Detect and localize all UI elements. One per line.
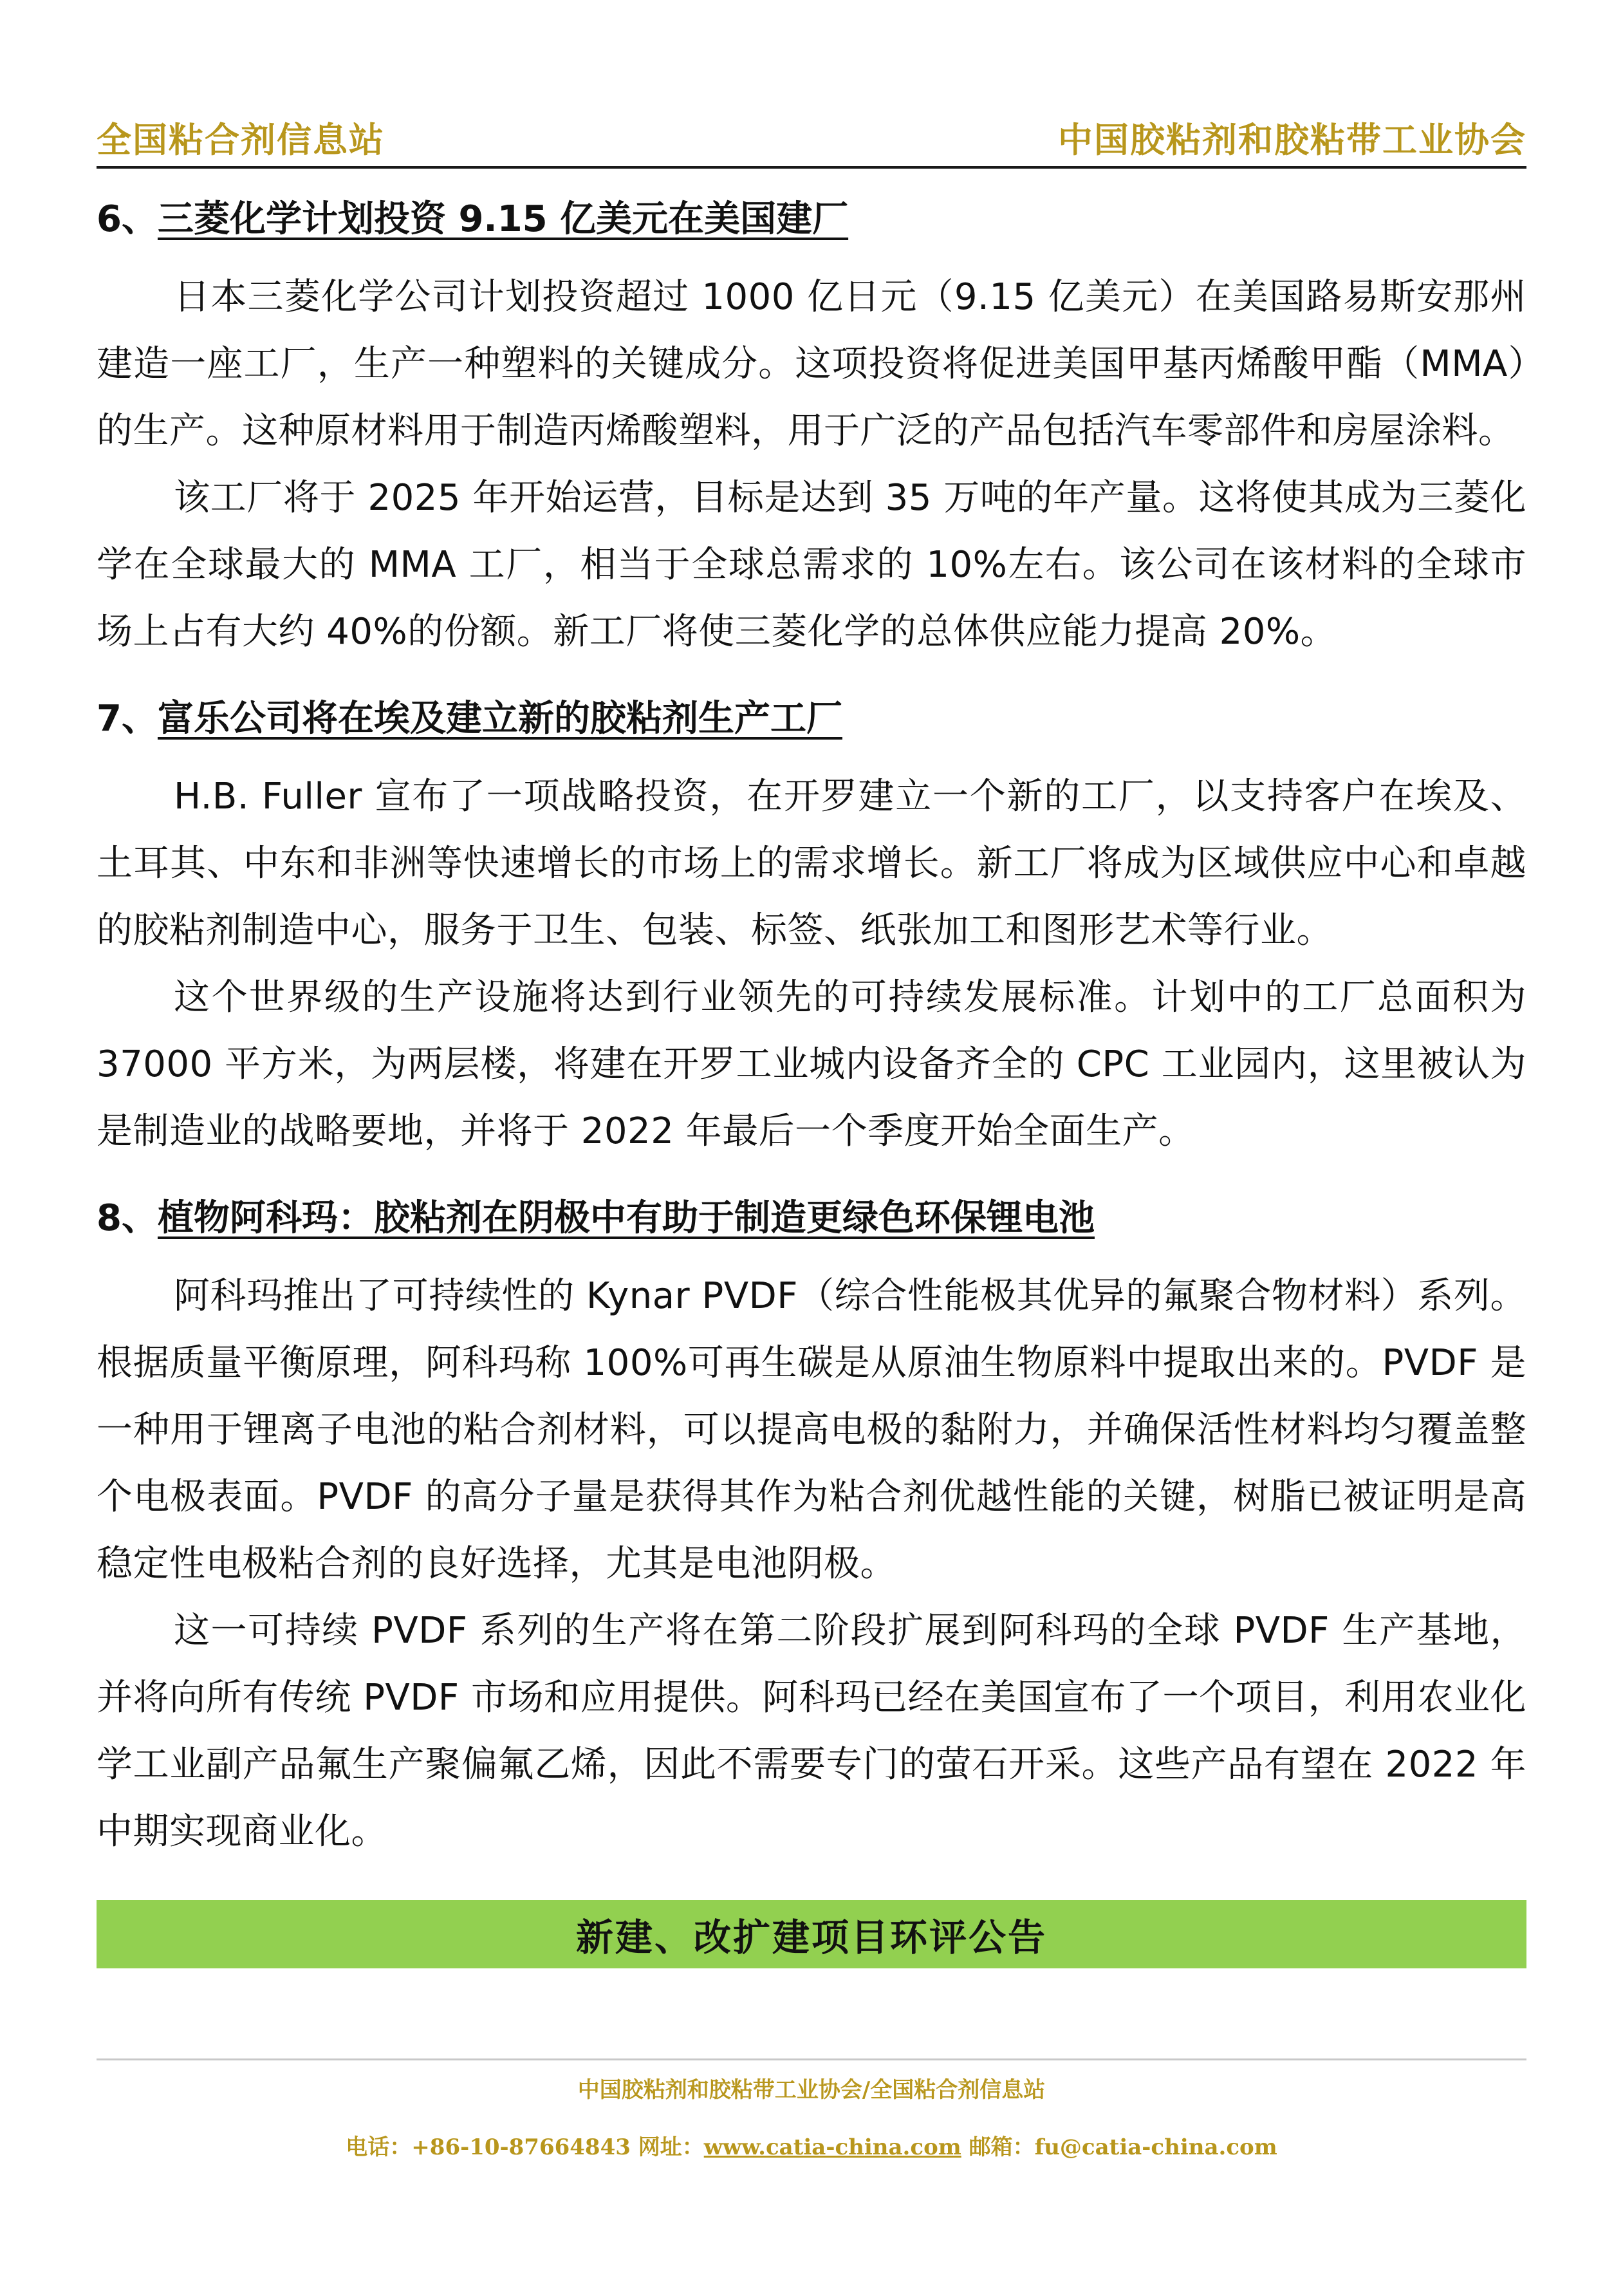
header-right-title: 中国胶粘剂和胶粘带工业协会 <box>1058 119 1526 160</box>
footer-contact <box>97 2129 1526 2161</box>
website-link[interactable]: www.catia-china.com <box>703 2134 961 2160</box>
section-8 <box>97 1192 1526 1865</box>
footer-email: 邮箱：fu@catia-china.com <box>961 2134 1277 2160</box>
paragraph: 这一可持续 PVDF 系列的生产将在第二阶段扩展到阿科玛的全球 PVDF 生产基地，并将向所有传统 PVDF 市场和应用提供。阿科玛已经在美国宣布了一个项目，利用农业化学工业副产品氟生产聚偏氟乙烯，因此不需要专门的萤石开采。这些产品有望在 2022 年中期实现商业化。 <box>97 1610 1526 1853</box>
footer-phone: 电话：+86-10-87664843 网址： <box>346 2134 704 2160</box>
section-heading: 植物阿科玛：胶粘剂在阴极中有助于制造更绿色环保锂电池 <box>157 1197 1095 1239</box>
section-heading: 三菱化学计划投资 9.15 亿美元在美国建厂 <box>157 198 849 240</box>
section-number: 8、 <box>97 1197 158 1239</box>
paragraph: 日本三菱化学公司计划投资超过 1000 亿日元（9.15 亿美元）在美国路易斯安那州建造一座工厂，生产一种塑料的关键成分。这项投资将促进美国甲基丙烯酸甲酯（MMA）的生产。这种原材料用于制造丙烯酸塑料，用于广泛的产品包括汽车零部件和房屋涂料。 <box>97 276 1526 452</box>
header-left-title: 全国粘合剂信息站 <box>97 119 385 160</box>
section-title <box>97 193 1526 246</box>
section-number: 6、 <box>97 198 158 240</box>
banner-title: 新建、改扩建项目环评公告 <box>575 1916 1047 1959</box>
page-header <box>97 115 1526 169</box>
paragraph: 该工厂将于 2025 年开始运营，目标是达到 35 万吨的年产量。这将使其成为三菱化学在全球最大的 MMA 工厂，相当于全球总需求的 10%左右。该公司在该材料的全球市场上占有大约 40%的份额。新工厂将使三菱化学的总体供应能力提高 20%。 <box>97 477 1526 653</box>
section-7 <box>97 693 1526 1165</box>
section-title <box>97 1192 1526 1245</box>
article-body <box>97 193 1526 1892</box>
page-footer <box>97 2058 1526 2161</box>
section-heading: 富乐公司将在埃及建立新的胶粘剂生产工厂 <box>157 698 842 740</box>
paragraph: 阿科玛推出了可持续性的 Kynar PVDF（综合性能极其优异的氟聚合物材料）系列。根据质量平衡原理，阿科玛称 100%可再生碳是从原油生物原料中提取出来的。PVDF 是一种用于锂离子电池的粘合剂材料，可以提高电极的黏附力，并确保活性材料均匀覆盖整个电极表面。PVDF 的高分子量是获得其作为粘合剂优越性能的关键，树脂已被证明是高稳定性电极粘合剂的良好选择，尤其是电池阴极。 <box>97 1275 1526 1585</box>
section-title <box>97 693 1526 745</box>
section-banner <box>97 1900 1526 1968</box>
paragraph: H.B. Fuller 宣布了一项战略投资，在开罗建立一个新的工厂，以支持客户在埃及、土耳其、中东和非洲等快速增长的市场上的需求增长。新工厂将成为区域供应中心和卓越的胶粘剂制造中心，服务于卫生、包装、标签、纸张加工和图形艺术等行业。 <box>97 776 1526 951</box>
section-6 <box>97 193 1526 666</box>
paragraph: 这个世界级的生产设施将达到行业领先的可持续发展标准。计划中的工厂总面积为 37000 平方米，为两层楼，将建在开罗工业城内设备齐全的 CPC 工业园内，这里被认为是制造业的战略要地，并将于 2022 年最后一个季度开始全面生产。 <box>97 976 1526 1152</box>
footer-organization: 中国胶粘剂和胶粘带工业协会/全国粘合剂信息站 <box>577 2077 1046 2103</box>
section-number: 7、 <box>97 698 158 740</box>
